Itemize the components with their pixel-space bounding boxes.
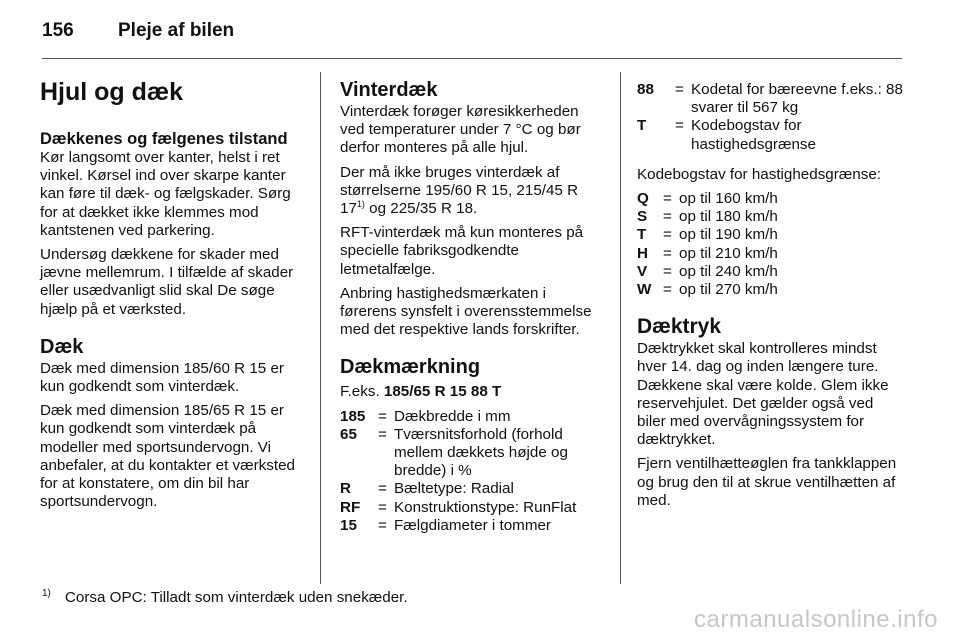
marking-eq: = [378,498,387,516]
column-middle [340,72,606,541]
speed-row [637,208,903,226]
paragraph-tyres-2: Dæk med dimension 185/65 R 15 er kun godkendt som vinterdæk på modeller med sportsundervogn. Vi anbefaler, at du kontakter et værksted for at konstatere, om din bil har sportsundervogn. [40,402,295,511]
marking-row [340,499,606,517]
section-title-wheels-tyres: Hjul og dæk [40,78,184,106]
marking-key: RF [340,498,361,516]
page-number: 156 [42,20,74,41]
code-value: Kodebogstav for hastighedsgrænse [691,117,816,153]
speed-key: S [637,208,648,226]
heading-tyre-condition: Dækkenes og fælgenes tilstand [40,130,288,148]
paragraph-winter-1: Vinterdæk forøger køresikkerheden ved temperaturer under 7 °C og bør derfor monteres på alle hjul. [340,103,581,157]
speed-key: V [637,262,648,280]
footnote-text: Corsa OPC: Tilladt som vinterdæk uden snekæder. [64,589,408,607]
paragraph-winter-2 [340,164,606,219]
speed-value: op til 160 km/h [679,190,778,208]
column-left [40,72,304,517]
footnote [42,588,408,606]
paragraph-tyres-1: Dæk med dimension 185/60 R 15 er kun godkendt som vinterdæk. [40,359,284,396]
code-value: Kodetal for bæreevne f.eks.: 88 svarer til 567 kg [691,81,903,117]
speed-intro: Kodebogstav for hastighedsgrænse: [637,165,882,183]
winter-2-tail: og 225/35 R 18. [369,200,478,218]
code-row [637,117,903,153]
speed-value: op til 210 km/h [679,244,778,262]
paragraph-pressure-2: Fjern ventilhætteøglen fra tankklappen og brug den til at skrue ventilhætten af med. [637,455,897,509]
example-prefix: F.eks. [340,383,380,401]
heading-winter-tyres: Vinterdæk [340,79,438,101]
marking-row [340,426,606,481]
footnote-mark: 1) [42,588,51,599]
speed-value: op til 180 km/h [679,208,778,226]
speed-row [637,190,903,208]
code-key: T [637,117,647,135]
speed-eq: = [663,226,672,244]
speed-value: op til 240 km/h [679,262,778,280]
header-rule [42,58,902,59]
speed-row [637,226,903,244]
marking-eq: = [378,480,387,498]
marking-value: Fælgdiameter i tommer [394,516,551,534]
marking-value: Bæltetype: Radial [394,480,514,498]
heading-tyre-pressure: Dæktryk [637,315,722,339]
speed-key: T [637,226,647,244]
speed-eq: = [663,208,672,226]
paragraph-condition-2: Undersøg dækkene for skader med jævne mellemrum. I tilfælde af skader eller usædvanligt slid skal De søge hjælp på et værksted. [40,246,294,318]
example-line [340,383,606,401]
speed-value: op til 190 km/h [679,226,778,244]
column-divider-right [620,72,621,584]
marking-value: Konstruktionstype: RunFlat [394,498,577,516]
marking-eq: = [378,407,387,425]
marking-eq: = [378,425,387,443]
speed-row [637,263,903,281]
speed-eq: = [663,281,672,299]
heading-tyre-marking: Dækmærkning [340,356,481,379]
paragraph-pressure-1: Dæktrykket skal kontrolleres mindst hver 14. dag og inden længere ture. Dækkene skal være kolde. Glem ikke reservehjulet. Det gælder også ved biler med overvågningssystem for dæktrykket. [637,340,889,449]
speed-eq: = [663,244,672,262]
marking-list [340,408,606,535]
speed-key: Q [637,190,649,208]
paragraph-condition-1: Kør langsomt over kanter, helst i ret vinkel. Kørsel ind over skarpe kanter kan føre til dæk- og fælgskader. Sørg for at dækket ikke klemmes mod kantstenen ved parkering. [40,149,291,239]
marking-row [340,480,606,498]
code-key: 88 [637,81,654,98]
column-right [637,72,903,516]
column-divider-left [320,72,321,584]
example-code: 185/65 R 15 88 T [383,383,502,401]
speed-key: H [637,244,648,262]
code-eq: = [675,117,684,135]
marking-row [340,517,606,535]
watermark: carmanualsonline.info [694,606,938,633]
paragraph-winter-3: RFT-vinterdæk må kun monteres på specielle fabriksgodkendte letmetalfælge. [340,224,584,278]
marking-value: Tværsnitsforhold (forhold mellem dækkets højde og bredde) i % [394,425,568,480]
marking-row [340,408,606,426]
code-row [637,81,903,117]
speed-eq: = [663,262,672,280]
page-title: Pleje af bilen [118,20,235,41]
marking-key: R [340,480,351,498]
marking-value: Dækbredde i mm [394,407,511,425]
marking-key: 185 [340,407,366,425]
heading-tyres: Dæk [40,335,84,358]
winter-2-text: Der må ikke bruges vinterdæk af størrelserne 195/60 R 15, 215/45 R 17 [340,163,579,218]
speed-row [637,245,903,263]
speed-row [637,281,903,299]
speed-eq: = [663,190,672,208]
speed-list [637,190,903,299]
code-list [637,81,903,154]
paragraph-winter-4: Anbring hastighedsmærkaten i førerens synsfelt i overensstemmelse med det respektive lands forskrifter. [340,284,592,339]
footnote-ref: 1) [356,198,365,209]
marking-key: 15 [340,516,357,534]
speed-value: op til 270 km/h [679,281,778,299]
marking-key: 65 [340,425,357,443]
code-eq: = [675,81,684,98]
marking-eq: = [378,516,387,534]
speed-key: W [637,281,652,299]
